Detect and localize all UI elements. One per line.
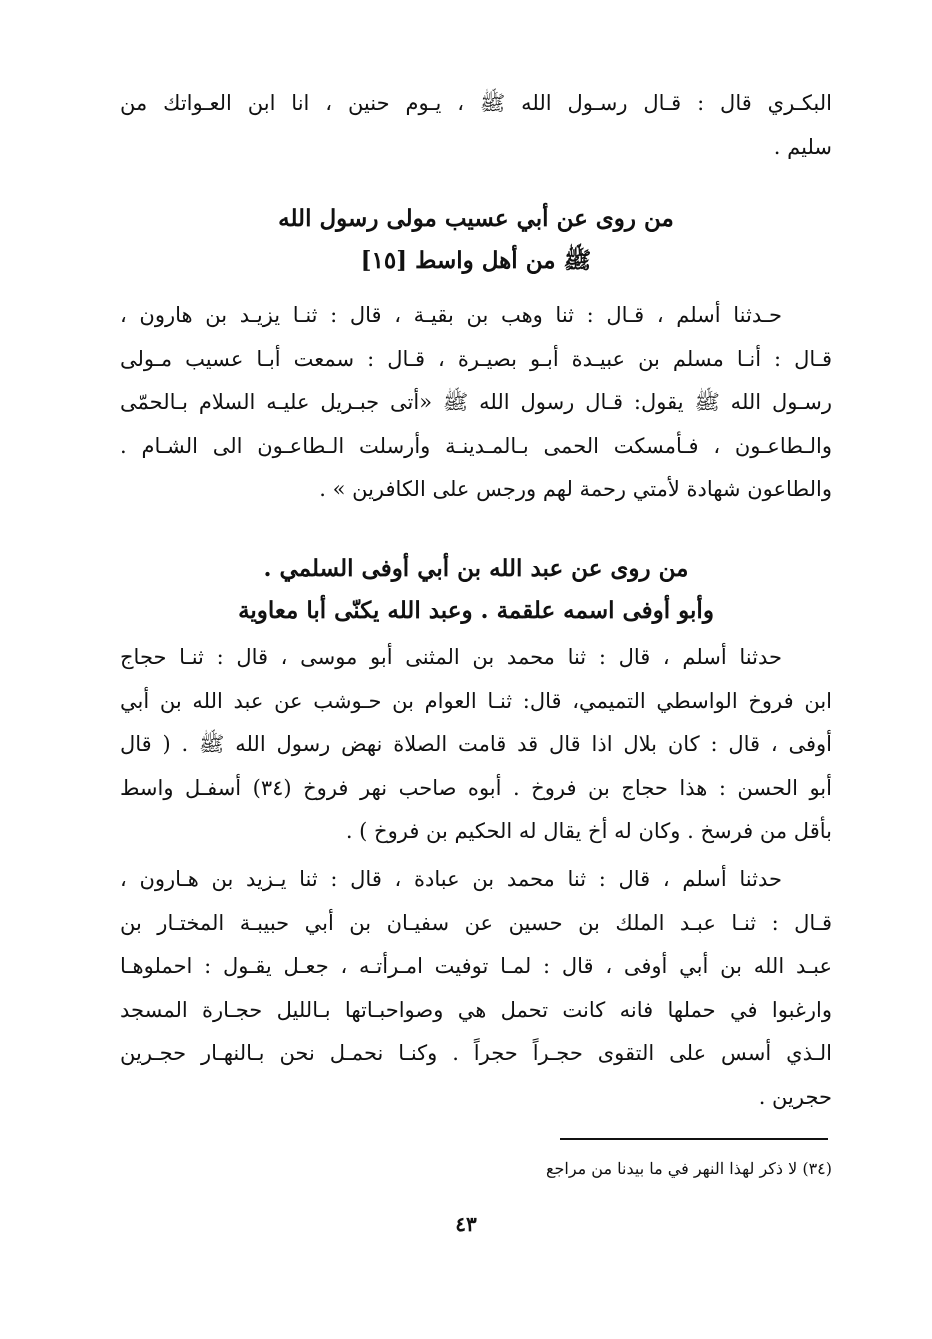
paragraph-bilal bbox=[120, 636, 832, 854]
text-line: قـال : أنـا مسلم بن عبيـدة أبـو بصيـرة ، قـال : سمعت أبـا عسيب مـولى bbox=[120, 346, 832, 371]
heading-line: ﷺ من أهل واسط [١٥] bbox=[360, 247, 592, 274]
text-line: ابن فروخ الواسطي التميمي، قال: ثنـا العوام بن حـوشب عن عبد الله بن أبي bbox=[120, 688, 832, 713]
text-line: والـطاعـون ، فـأمسكت الحمى بـالمـدينـة وأرسلت الـطاعـون الى الشـام . bbox=[120, 433, 832, 458]
text-line: أوفى ، قال : كان بلال اذا قال قد قامت الصلاة نهض رسول الله ﷺ . ( قال bbox=[120, 732, 832, 756]
page-number: ٤٣ bbox=[455, 1212, 477, 1236]
footnote-divider bbox=[560, 1138, 828, 1140]
text-line: الـذي أسس على التقوى حجـراً حجراً . وكنـا نحمـل نحن بـالنهـار حجـرين bbox=[120, 1041, 832, 1065]
section-heading-abu-asib bbox=[120, 198, 832, 282]
heading-line: وأبو أوفى اسمه علقمة . وعبد الله يكنّى أبا معاوية bbox=[238, 597, 714, 624]
paragraph-mosque-stones bbox=[120, 858, 832, 1119]
text-line: البكـري قال : قـال رسـول الله ﷺ ، يـوم حنين ، انا ابن العـواتك من bbox=[120, 91, 832, 115]
footnote: (٣٤) لا ذكر لهذا النهر في ما بيدنا من مراجع bbox=[545, 1159, 832, 1178]
text-line: حجرين . bbox=[758, 1084, 832, 1109]
text-line: سليم . bbox=[773, 134, 832, 159]
heading-line: من روى عن عبد الله بن أبي أوفى السلمي . bbox=[263, 555, 689, 582]
text-line: عبـد الله بن أبي أوفى ، قال : لمـا توفيت امـرأتـه ، جعـل يقـول : احملوهـا bbox=[120, 954, 832, 978]
paragraph-hadith-plague bbox=[120, 294, 832, 512]
text-line: أبو الحسن : هذا حجاج بن فروخ . أبوه صاحب نهر فروخ (٣٤) أسفـل واسط bbox=[120, 775, 832, 800]
text-line: حـدثنا أسلم ، قـال : ثنا وهب بن بقيـة ، قال : ثنـا يزيـد بن هارون ، bbox=[120, 303, 782, 327]
text-line: والطاعون شهادة لأمتي رحمة لهم ورجس على الكافرين » . bbox=[319, 477, 832, 501]
section-heading-ibn-abi-awfa bbox=[120, 548, 832, 632]
text-line: حدثنا أسلم ، قال : ثنا محمد بن عبادة ، قال : ثنا يـزيد بن هـارون ، bbox=[120, 867, 782, 891]
heading-line: من روى عن أبي عسيب مولى رسول الله bbox=[278, 205, 674, 232]
text-line: حدثنا أسلم ، قال : ثنا محمد بن المثنى أبو موسى ، قال : ثنـا حجاج bbox=[120, 645, 782, 669]
text-line: قـال : ثنـا عبـد الملك بن حسين عن سفيـان بن أبي حبيبـة المختـار بن bbox=[120, 910, 832, 935]
text-line: وارغبوا في حملها فانه كانت تحمل هي وصواحبـاتها بـالليل حجـارة المسجد bbox=[120, 997, 832, 1022]
text-line: بأقل من فرسخ . وكان له أخ يقال له الحكيم بن فروخ ) . bbox=[345, 819, 832, 843]
paragraph-continuation bbox=[120, 82, 832, 169]
text-line: رسـول الله ﷺ يقول: قـال رسول الله ﷺ «أتى جبـريل عليـه السلام بـالحمّى bbox=[120, 390, 832, 414]
